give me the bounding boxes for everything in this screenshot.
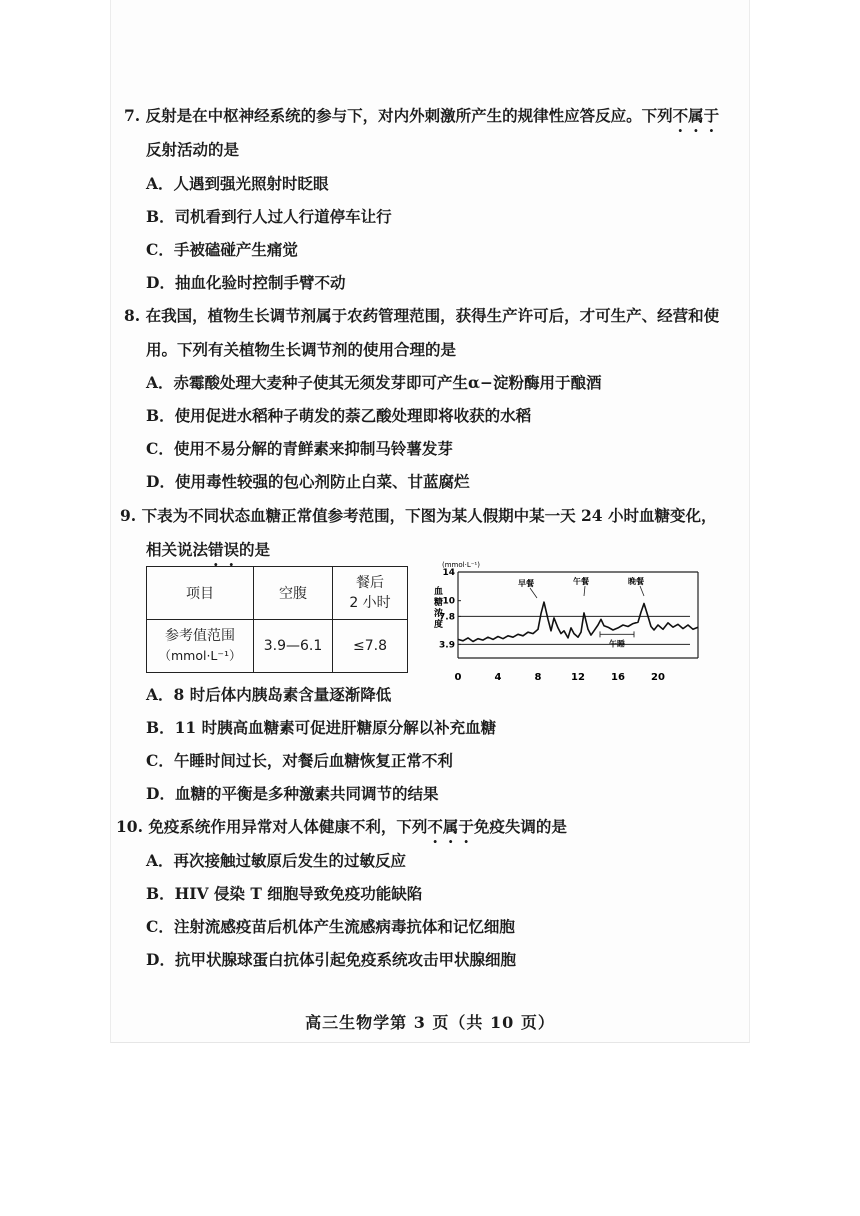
- chart-y-tick-label: 10: [442, 596, 455, 607]
- q7-stem-line2: 反射活动的是: [146, 140, 240, 159]
- chart-annotation: 早餐: [518, 579, 534, 588]
- q8-option-d: D．使用毒性较强的包心剂防止白菜、甘蓝腐烂: [146, 472, 470, 491]
- q8-stem-line2: 用。下列有关植物生长调节剂的使用合理的是: [146, 340, 457, 359]
- chart-ylabel-char: 浓: [434, 609, 444, 619]
- chart-series-line: [458, 602, 698, 641]
- q9-option-d: D．血糖的平衡是多种激素共同调节的结果: [146, 784, 439, 803]
- chart-x-tick-label: 20: [651, 672, 665, 683]
- q10-option-c: C．注射流感疫苗后机体产生流感病毒抗体和记忆细胞: [146, 917, 515, 936]
- q7-option-b: B．司机看到行人过人行道停车让行: [146, 207, 392, 226]
- chart-y-tick-label: 14: [442, 568, 455, 578]
- table-header-fasting: 空腹: [254, 567, 333, 620]
- chart-ylabel-char: 度: [434, 620, 444, 630]
- emph-char: 误: [223, 540, 240, 559]
- emph-char: 不: [427, 817, 443, 836]
- table-header-row: [147, 567, 408, 620]
- emph-char: 属: [688, 106, 704, 125]
- q10-stem-text: 免疫失调的是: [473, 817, 567, 836]
- chart-x-tick-label: 8: [534, 672, 542, 683]
- emph-char: 错: [208, 540, 224, 559]
- chart-unit-label: (mmol·L⁻¹): [442, 561, 480, 569]
- q8-option-a: A．赤霉酸处理大麦种子使其无须发芽即可产生α−淀粉酶用于酿酒: [146, 373, 602, 392]
- q7-option-d: D．抽血化验时控制手臂不动: [146, 273, 346, 292]
- chart-x-tick-label: 4: [494, 672, 502, 683]
- q10-stem: [116, 817, 567, 837]
- chart-x-tick-label: 16: [611, 672, 625, 683]
- reference-table: [146, 566, 408, 673]
- chart-annotation-pointer: [584, 586, 585, 596]
- q7-option-c: C．手被磕碰产生痛觉: [146, 240, 298, 259]
- emph-char: 于: [458, 817, 474, 836]
- chart-annotation: 晚餐: [628, 577, 644, 586]
- chart-plot-area: [433, 561, 698, 683]
- table-row-label-2: （mmol·L⁻¹）: [158, 648, 242, 663]
- emph-char: 不: [672, 106, 689, 125]
- table-header-item: 项目: [147, 567, 254, 620]
- q7-stem-text: 7. 反射是在中枢神经系统的参与下，对内外刺激所产生的规律性应答反应。下列: [124, 106, 673, 125]
- q9-stem-part: 的是: [239, 540, 271, 559]
- q7-stem-line1: [124, 106, 719, 126]
- table-row-label: [147, 620, 254, 673]
- q9-option-b: B．11 时胰高血糖素可促进肝糖原分解以补充血糖: [146, 718, 497, 737]
- q8-option-c: C．使用不易分解的青鲜素来抑制马铃薯发芽: [146, 439, 453, 458]
- chart-annotation: 午餐: [573, 577, 589, 586]
- chart-annotation: 午睡: [609, 639, 625, 649]
- chart-ylabel-char: 血: [434, 587, 444, 597]
- chart-annotation-pointer: [640, 586, 644, 596]
- q10-option-b: B．HIV 侵染 T 细胞导致免疫功能缺陷: [146, 884, 423, 903]
- q9-option-a: A．8 时后体内胰岛素含量逐渐降低: [146, 685, 392, 704]
- page-footer: 高三生物学第 3 页（共 10 页）: [305, 1013, 555, 1032]
- chart-ylabel-char: 糖: [434, 598, 444, 608]
- chart-y-tick-label: 3.9: [439, 640, 455, 651]
- chart-x-tick-label: 0: [454, 672, 462, 683]
- q8-option-b: B．使用促进水稻种子萌发的萘乙酸处理即将收获的水稻: [146, 406, 532, 425]
- q10-emphasis: [427, 817, 474, 836]
- table-header-after-meal: [333, 567, 408, 620]
- blood-glucose-chart: [432, 560, 704, 692]
- table-cell-after-meal: ≤7.8: [333, 620, 408, 673]
- chart-x-tick-label: 12: [571, 672, 585, 683]
- q9-stem-line2: [146, 540, 270, 560]
- emph-char: 属: [442, 817, 459, 836]
- table-header-after-1: 餐后: [356, 575, 384, 591]
- table-row-label-1: 参考值范围: [165, 628, 235, 644]
- q10-stem-text: 10. 免疫系统作用异常对人体健康不利，下列: [116, 817, 428, 836]
- chart-annotation-pointer: [530, 588, 537, 598]
- table-row: [147, 620, 408, 673]
- q9-stem-part: 相关说法: [146, 540, 209, 559]
- table-cell-fasting: 3.9—6.1: [254, 620, 333, 673]
- chart-y-tick-label: 7.8: [439, 612, 455, 623]
- q8-stem-line1: 8. 在我国，植物生长调节剂属于农药管理范围，获得生产许可后，才可生产、经营和使: [124, 306, 720, 325]
- table-header-after-2: 2 小时: [349, 595, 391, 611]
- q7-option-a: A．人遇到强光照射时眨眼: [146, 174, 329, 193]
- q10-option-d: D．抗甲状腺球蛋白抗体引起免疫系统攻击甲状腺细胞: [146, 950, 516, 969]
- q7-emphasis: [673, 106, 720, 125]
- q10-option-a: A．再次接触过敏原后发生的过敏反应: [146, 851, 407, 870]
- q9-stem-line1: 9. 下表为不同状态血糖正常值参考范围，下图为某人假期中某一天 24 小时血糖变化，: [120, 506, 717, 525]
- q9-option-c: C．午睡时间过长，对餐后血糖恢复正常不利: [146, 751, 453, 770]
- q9-emphasis: [208, 540, 239, 559]
- emph-char: 于: [703, 106, 720, 125]
